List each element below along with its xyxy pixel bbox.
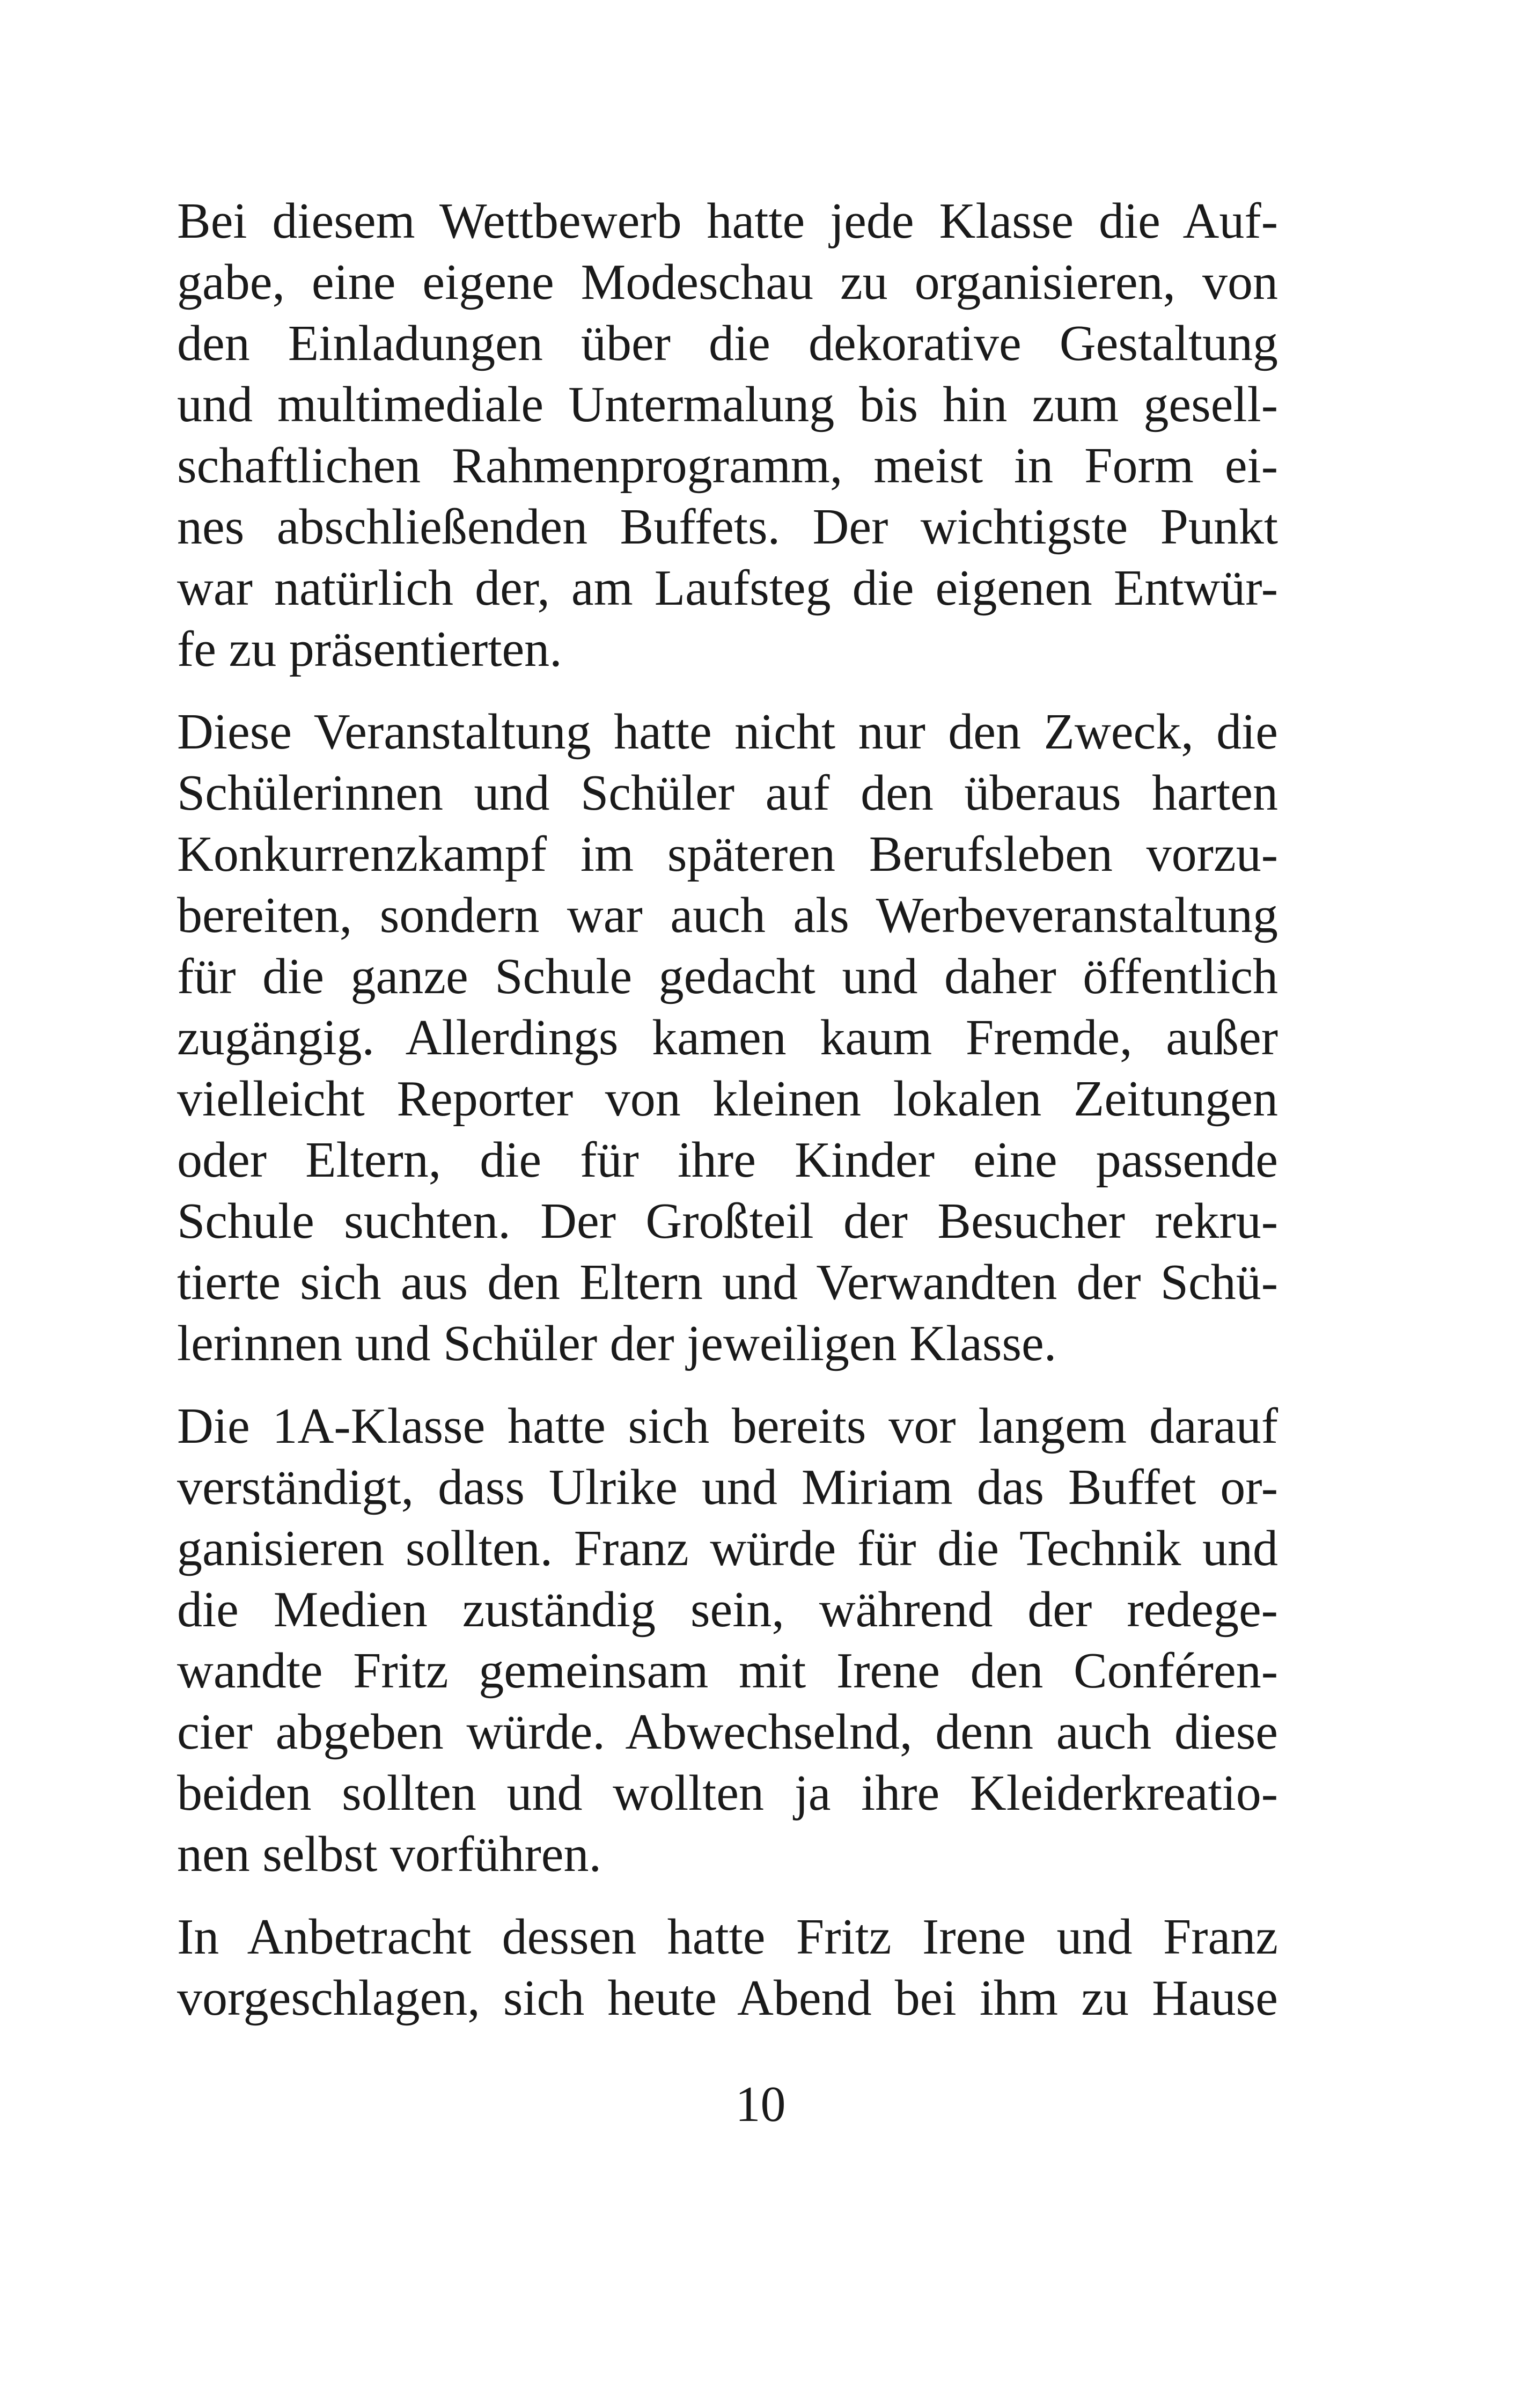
text-line: gabe, eine eigene Modeschau zu organisieren, von [177,254,1278,310]
text-line: cier abgeben würde. Abwechselnd, denn auch diese [177,1704,1278,1760]
text-line: tierte sich aus den Eltern und Verwandten der Schü- [177,1254,1278,1310]
text-line: Schule suchten. Der Großteil der Besucher rekru- [177,1193,1278,1249]
text-line: oder Eltern, die für ihre Kinder eine passende [177,1132,1278,1188]
text-line: Konkurrenzkampf im späteren Berufsleben vorzu- [177,826,1278,882]
text-line: Schülerinnen und Schüler auf den überaus harten [177,765,1278,821]
text-line: die Medien zuständig sein, während der redege- [177,1582,1278,1638]
paragraph-4 [177,1906,1278,2029]
page-body [177,190,1278,2050]
text-line: fe zu präsentierten. [177,621,562,677]
text-line: war natürlich der, am Laufsteg die eigenen Entwür- [177,560,1278,616]
text-line: schaftlichen Rahmenprogramm, meist in Form ei- [177,438,1278,494]
text-line: nen selbst vorführen. [177,1826,601,1882]
text-line: ganisieren sollten. Franz würde für die Technik und [177,1521,1278,1576]
text-line: lerinnen und Schüler der jeweiligen Klasse. [177,1316,1057,1371]
text-line: wandte Fritz gemeinsam mit Irene den Conféren- [177,1643,1278,1699]
text-line: den Einladungen über die dekorative Gestaltung [177,315,1278,371]
text-line: vorgeschlagen, sich heute Abend bei ihm zu Hause [177,1970,1278,2026]
text-line: Diese Veranstaltung hatte nicht nur den Zweck, die [177,704,1278,760]
text-line: Bei diesem Wettbewerb hatte jede Klasse die Auf- [177,193,1278,249]
text-line: In Anbetracht dessen hatte Fritz Irene und Franz [177,1909,1278,1965]
paragraph-3 [177,1396,1278,1885]
text-line: zugängig. Allerdings kamen kaum Fremde, außer [177,1010,1278,1066]
page-number: 10 [735,2076,786,2132]
text-line: bereiten, sondern war auch als Werbeveranstaltung [177,887,1278,943]
paragraph-1 [177,190,1278,680]
text-line: und multimediale Untermalung bis hin zum gesell- [177,377,1278,432]
text-line: Die 1A-Klasse hatte sich bereits vor langem darauf [177,1398,1278,1454]
text-line: nes abschließenden Buffets. Der wichtigste Punkt [177,499,1278,555]
paragraph-2 [177,701,1278,1374]
text-line: beiden sollten und wollten ja ihre Kleiderkreatio- [177,1765,1278,1821]
text-line: vielleicht Reporter von kleinen lokalen Zeitungen [177,1071,1278,1127]
text-line: verständigt, dass Ulrike und Miriam das Buffet or- [177,1459,1278,1515]
text-line: für die ganze Schule gedacht und daher öffentlich [177,949,1278,1004]
